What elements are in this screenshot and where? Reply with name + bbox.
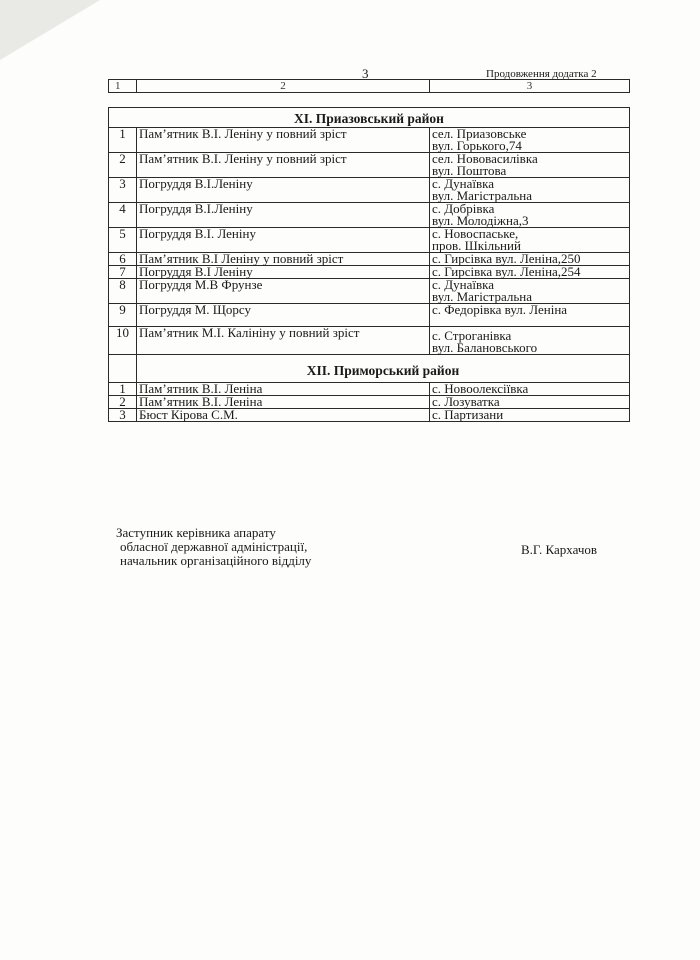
row-number: 7 bbox=[109, 266, 137, 279]
address-line: с. Федорівка вул. Леніна bbox=[432, 302, 568, 317]
header-col-2: 2 bbox=[137, 80, 430, 93]
monument-name: Пам’ятник В.І. Леніну у повний зріст bbox=[137, 128, 430, 153]
monument-name: Погруддя М. Щорсу bbox=[137, 304, 430, 327]
row-number: 1 bbox=[109, 383, 137, 396]
monument-address bbox=[430, 128, 630, 153]
position-line: обласної державної адміністрації, bbox=[120, 539, 308, 554]
table-row bbox=[109, 128, 630, 153]
address-line: вул. Молодіжна,3 bbox=[432, 213, 529, 228]
address-line: с. Партизани bbox=[432, 407, 504, 422]
address-line: с. Гирсівка вул. Леніна,254 bbox=[432, 264, 581, 279]
address-line: пров. Шкільний bbox=[432, 238, 521, 253]
position-line: начальник організаційного відділу bbox=[120, 553, 312, 568]
table-row bbox=[109, 279, 630, 304]
table-row bbox=[109, 178, 630, 203]
monument-name: Погруддя В.І. Леніну bbox=[137, 228, 430, 253]
address-line: сел. Нововасилівка bbox=[432, 151, 538, 166]
address-line: вул. Магістральна bbox=[432, 289, 533, 304]
monument-address bbox=[430, 409, 630, 422]
monument-address bbox=[430, 327, 630, 355]
row-number: 2 bbox=[109, 396, 137, 409]
monument-name: Пам’ятник В.І. Леніна bbox=[137, 396, 430, 409]
address-line: с. Новоспаське, bbox=[432, 226, 519, 241]
position-line: Заступник керівника апарату bbox=[116, 525, 276, 540]
signature-position bbox=[116, 526, 311, 568]
address-line: с. Добрівка bbox=[432, 201, 495, 216]
folded-corner bbox=[0, 0, 100, 60]
address-line: с. Дунаївка bbox=[432, 176, 495, 191]
monument-address bbox=[430, 304, 630, 327]
row-number: 1 bbox=[109, 128, 137, 153]
row-number: 8 bbox=[109, 279, 137, 304]
section-header bbox=[109, 108, 630, 128]
address-line: вул. Поштова bbox=[432, 163, 507, 178]
address-line: с. Лозуватка bbox=[432, 394, 500, 409]
monument-name: Погруддя М.В Фрунзе bbox=[137, 279, 430, 304]
row-number: 10 bbox=[109, 327, 137, 355]
section-number-cell bbox=[109, 355, 137, 383]
section-title: XII. Приморський район bbox=[137, 355, 630, 383]
row-number: 3 bbox=[109, 178, 137, 203]
row-number: 6 bbox=[109, 253, 137, 266]
header-col-3: 3 bbox=[430, 80, 630, 93]
monument-name: Бюст Кірова С.М. bbox=[137, 409, 430, 422]
header-col-1: 1 bbox=[109, 80, 137, 93]
monument-name: Погруддя В.І Леніну bbox=[137, 266, 430, 279]
continuation-note: Продовження додатка 2 bbox=[486, 68, 597, 80]
page-number: 3 bbox=[362, 66, 369, 81]
monument-address bbox=[430, 228, 630, 253]
row-number: 4 bbox=[109, 203, 137, 228]
header-row bbox=[109, 80, 630, 93]
monument-address bbox=[430, 279, 630, 304]
row-number: 3 bbox=[109, 409, 137, 422]
row-number: 5 bbox=[109, 228, 137, 253]
address-line: сел. Приазовське bbox=[432, 126, 527, 141]
table-row bbox=[109, 409, 630, 422]
table-row bbox=[109, 304, 630, 327]
monument-name: Погруддя В.І.Леніну bbox=[137, 203, 430, 228]
monument-name: Пам’ятник В.І. Леніна bbox=[137, 383, 430, 396]
section-header bbox=[109, 355, 630, 383]
address-line: с. Новоолексіївка bbox=[432, 381, 529, 396]
monuments-table bbox=[108, 107, 630, 422]
monument-name: Пам’ятник В.І Леніну у повний зріст bbox=[137, 253, 430, 266]
monument-name: Пам’ятник М.І. Калініну у повний зріст bbox=[137, 327, 430, 355]
monument-name: Погруддя В.І.Леніну bbox=[137, 178, 430, 203]
table-row bbox=[109, 228, 630, 253]
address-line: вул. Балановського bbox=[432, 340, 538, 355]
address-line: с. Дунаївка bbox=[432, 277, 495, 292]
monument-address bbox=[430, 153, 630, 178]
monument-name: Пам’ятник В.І. Леніну у повний зріст bbox=[137, 153, 430, 178]
column-number-header bbox=[108, 79, 630, 93]
table-row bbox=[109, 327, 630, 355]
address-line: вул. Магістральна bbox=[432, 188, 533, 203]
row-number: 2 bbox=[109, 153, 137, 178]
address-line: с. Строганівка bbox=[432, 328, 512, 343]
signer-name: В.Г. Кархачов bbox=[521, 542, 597, 557]
section-title: XI. Приазовський район bbox=[109, 108, 630, 128]
address-line: с. Гирсівка вул. Леніна,250 bbox=[432, 251, 581, 266]
monument-address bbox=[430, 178, 630, 203]
monument-address bbox=[430, 203, 630, 228]
table-row bbox=[109, 203, 630, 228]
row-number: 9 bbox=[109, 304, 137, 327]
address-line: вул. Горького,74 bbox=[432, 138, 522, 153]
table-row bbox=[109, 153, 630, 178]
